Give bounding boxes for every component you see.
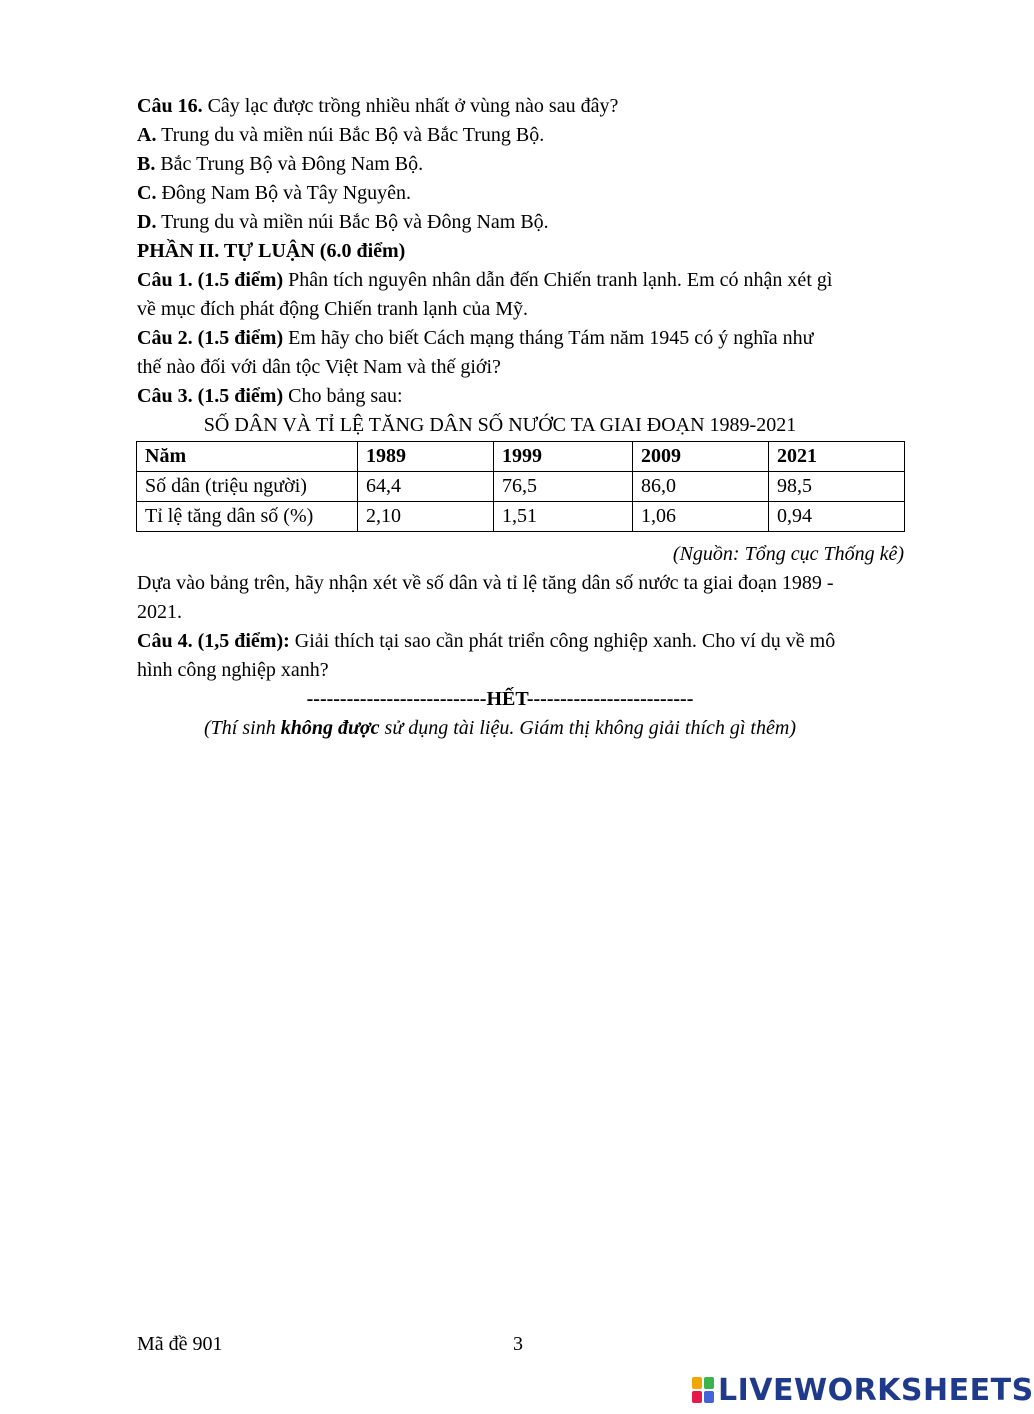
question-3-prompt-cont: 2021. — [137, 601, 182, 623]
option-a — [137, 121, 544, 149]
table-header-row — [137, 442, 905, 472]
option-key: A. — [137, 124, 157, 146]
table-row — [137, 502, 905, 532]
question-text: Em hãy cho biết Cách mạng tháng Tám năm 1945 có ý nghĩa như — [283, 327, 814, 349]
header-cell: 1989 — [358, 442, 494, 472]
question-text: Giải thích tại sao cần phát triển công nghiệp xanh. Cho ví dụ về mô — [289, 630, 836, 652]
option-key: C. — [137, 182, 157, 204]
question-text: Cho bảng sau: — [283, 385, 403, 407]
table-cell: 2,10 — [358, 502, 494, 532]
exam-code: Mã đề 901 — [137, 1333, 223, 1355]
row-label: Tỉ lệ tăng dân số (%) — [137, 502, 358, 532]
header-cell: 2021 — [769, 442, 905, 472]
end-note-bold: không được — [280, 717, 380, 739]
question-label: Câu 1. (1.5 điểm) — [137, 269, 284, 291]
table-cell: 64,4 — [358, 472, 494, 502]
table-source: (Nguồn: Tổng cục Thống kê) — [672, 543, 904, 565]
question-4-cont: hình công nghiệp xanh? — [137, 659, 329, 681]
question-label: Câu 16. — [137, 95, 203, 117]
table-title: SỐ DÂN VÀ TỈ LỆ TĂNG DÂN SỐ NƯỚC TA GIAI ĐOẠN 1989-2021 — [203, 414, 797, 436]
option-text: Trung du và miền núi Bắc Bộ và Đông Nam Bộ. — [156, 211, 549, 233]
end-note-text: sử dụng tài liệu. Giám thị không giải thích gì thêm) — [379, 717, 796, 739]
question-2 — [137, 324, 813, 352]
question-label: Câu 4. (1,5 điểm): — [137, 630, 290, 652]
liveworksheets-logo[interactable] — [692, 1372, 1034, 1408]
question-3 — [137, 382, 403, 410]
table-cell: 1,51 — [494, 502, 633, 532]
question-1-cont: về mục đích phát động Chiến tranh lạnh của Mỹ. — [137, 298, 529, 320]
table-cell: 76,5 — [494, 472, 633, 502]
table-cell: 98,5 — [769, 472, 905, 502]
logo-icon — [692, 1377, 714, 1403]
question-text: Cây lạc được trồng nhiều nhất ở vùng nào sau đây? — [202, 95, 619, 117]
header-cell: 2009 — [633, 442, 769, 472]
question-4 — [137, 627, 835, 655]
table-cell: 1,06 — [633, 502, 769, 532]
end-note — [0, 714, 1000, 742]
page-number: 3 — [513, 1333, 523, 1355]
row-label: Số dân (triệu người) — [137, 472, 358, 502]
end-marker-text: ---------------------------HẾT------------------------- — [306, 688, 694, 710]
question-label: Câu 2. (1.5 điểm) — [137, 327, 284, 349]
header-cell: 1999 — [494, 442, 633, 472]
option-text: Trung du và miền núi Bắc Bộ và Bắc Trung Bộ. — [156, 124, 545, 146]
question-16 — [137, 92, 618, 120]
option-c — [137, 179, 411, 207]
table-row — [137, 472, 905, 502]
option-text: Bắc Trung Bộ và Đông Nam Bộ. — [155, 153, 424, 175]
question-3-prompt: Dựa vào bảng trên, hãy nhận xét về số dân và tỉ lệ tăng dân số nước ta giai đoạn 1989 - — [137, 572, 834, 594]
section-heading — [137, 237, 405, 265]
question-2-cont: thế nào đối với dân tộc Việt Nam và thế giới? — [137, 356, 501, 378]
question-label: Câu 3. (1.5 điểm) — [137, 385, 284, 407]
option-b — [137, 150, 423, 178]
option-key: B. — [137, 153, 156, 175]
table-cell: 0,94 — [769, 502, 905, 532]
option-text: Đông Nam Bộ và Tây Nguyên. — [156, 182, 412, 204]
end-marker — [0, 685, 1000, 713]
population-table — [136, 441, 905, 532]
option-d — [137, 208, 549, 236]
table-cell: 86,0 — [633, 472, 769, 502]
option-key: D. — [137, 211, 157, 233]
logo-text: LIVEWORKSHEETS — [718, 1372, 1034, 1408]
question-1 — [137, 266, 832, 294]
end-note-text: (Thí sinh — [204, 717, 281, 739]
section-title: PHẦN II. TỰ LUẬN (6.0 điểm) — [137, 240, 406, 262]
header-cell: Năm — [137, 442, 358, 472]
question-text: Phân tích nguyên nhân dẫn đến Chiến tranh lạnh. Em có nhận xét gì — [283, 269, 833, 291]
